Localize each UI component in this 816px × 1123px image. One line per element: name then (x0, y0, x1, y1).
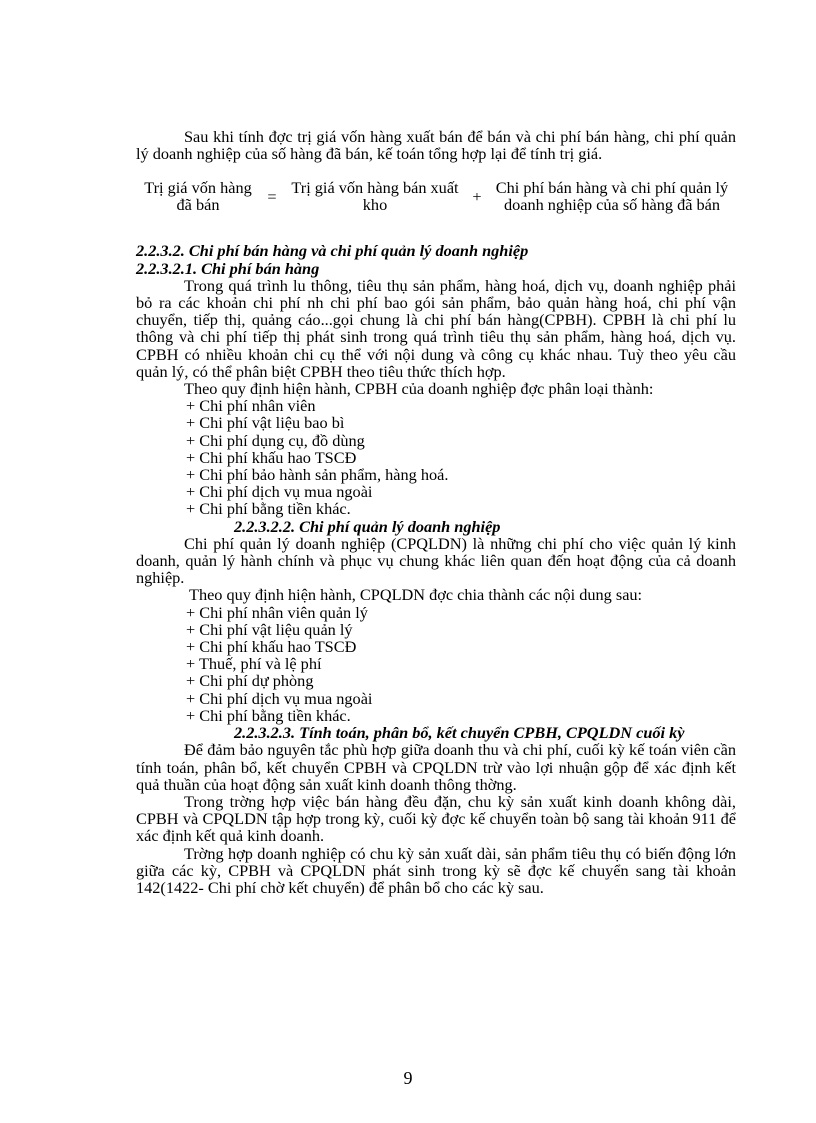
subsection3-heading: 2.2.3.2.3. Tính toán, phân bổ, kết chuyển CPBH, CPQLDN cuối kỳ (234, 723, 685, 743)
section-heading: 2.2.3.2. Chi phí bán hàng và chi phí quản lý doanh nghiệp (136, 241, 529, 261)
formula-plus-sign: + (472, 186, 482, 206)
intro-paragraph: Sau khi tính đợc trị giá vốn hàng xuất bán để bán và chi phí bán hàng, chi phí quản lý doanh nghiệp của số hàng đã bán, kế toán tổng hợp lại để tính trị giá. (136, 127, 736, 164)
list-item: + Chi phí bằng tiền khác. (186, 499, 351, 519)
subsection1-paragraph-2: Theo quy định hiện hành, CPBH của doanh nghiệp đợc phân loại thành: (184, 379, 654, 399)
list-item: + Chi phí nhân viên (186, 396, 316, 416)
subsection3-paragraph-3: Trờng hợp doanh nghiệp có chu kỳ sản xuất dài, sản phẩm tiêu thụ có biến động lớn giữa các kỳ, CPBH và CPQLDN phát sinh trong kỳ sẽ đợc kế chuyển sang tài khoản 142(1422- Chi phí chờ kết chuyển) để phân bổ cho các kỳ sau. (136, 843, 736, 897)
list-item: + Chi phí nhân viên quản lý (186, 602, 368, 622)
list-item: + Chi phí vật liệu bao bì (186, 413, 345, 433)
subsection2-paragraph-1: Chi phí quản lý doanh nghiệp (CPQLDN) là những chi phí cho việc quản lý kinh doanh, quản lý hành chính và phục vụ chung khác liên quan đến hoạt động của cả doanh nghiệp. (136, 533, 736, 588)
list-item: + Chi phí dụng cụ, đồ dùng (186, 430, 365, 450)
list-item: + Chi phí dự phòng (186, 671, 314, 691)
subsection2-paragraph-2: Theo quy định hiện hành, CPQLDN đợc chia thành các nội dung sau: (189, 585, 643, 605)
subsection1-heading: 2.2.3.2.1. Chi phí bán hàng (136, 258, 320, 278)
list-item: + Chi phí khấu hao TSCĐ (186, 637, 357, 657)
list-item: + Thuế, phí và lệ phí (186, 654, 322, 674)
subsection1-paragraph-1: Trong quá trình lu thông, tiêu thụ sản phẩm, hàng hoá, dịch vụ, doanh nghiệp phải bỏ ra các khoản chi phí nh chi phí bao gói sản phẩm, bảo quản hàng hoá, chi phí vận chuyển, tiếp thị, quảng cáo...gọi chung là chi phí bán hàng(CPBH). CPBH là chi phí lu thông và chi phí tiếp thị phát sinh trong quá trình tiêu thụ sản phẩm, hàng hoá, dịch vụ. CPBH có nhiều khoản chi cụ thể với nội dung và công cụ khác nhau. Tuỳ theo yêu cầu quản lý, có thể phân biệt CPBH theo tiêu thức thích hợp. (136, 275, 736, 381)
subsection3-paragraph-1: Để đảm bảo nguyên tắc phù hợp giữa doanh thu và chi phí, cuối kỳ kế toán viên cần tính toán, phân bổ, kết chuyển CPBH và CPQLDN trừ vào lợi nhuận gộp để xác định kết quả thuần của hoạt động sản xuất kinh doanh thông thờng. (136, 740, 736, 794)
formula-left-term: Trị giá vốn hàng đã bán (144, 177, 252, 215)
subsection2-heading: 2.2.3.2.2. Chi phí quản lý doanh nghiệp (234, 516, 501, 536)
list-item: + Chi phí dịch vụ mua ngoài (186, 688, 373, 708)
list-item: + Chi phí vật liệu quản lý (186, 619, 353, 639)
cost-formula (136, 168, 736, 224)
document-page (136, 128, 736, 896)
subsection3-paragraph-2: Trong trờng hợp việc bán hàng đều đặn, chu kỳ sản xuất kinh doanh không dài, CPBH và CPQLDN tập hợp trong kỳ, cuối kỳ đợc kế chuyển toàn bộ sang tài khoản 911 để xác định kết quả kinh doanh. (136, 791, 736, 846)
formula-second-term: Chi phí bán hàng và chi phí quản lý doanh nghiệp của số hàng đã bán (495, 177, 729, 215)
list-item: + Chi phí khấu hao TSCĐ (186, 447, 357, 467)
list-item: + Chi phí dịch vụ mua ngoài (186, 482, 373, 502)
cpqldn-list (136, 604, 736, 724)
formula-first-term: Trị giá vốn hàng bán xuất kho (291, 177, 459, 215)
page-number: 9 (403, 1068, 413, 1088)
list-item: + Chi phí bằng tiền khác. (186, 705, 351, 725)
cpbh-list (136, 397, 736, 517)
formula-equals-sign: = (267, 186, 277, 206)
list-item: + Chi phí bảo hành sản phẩm, hàng hoá. (186, 465, 449, 485)
